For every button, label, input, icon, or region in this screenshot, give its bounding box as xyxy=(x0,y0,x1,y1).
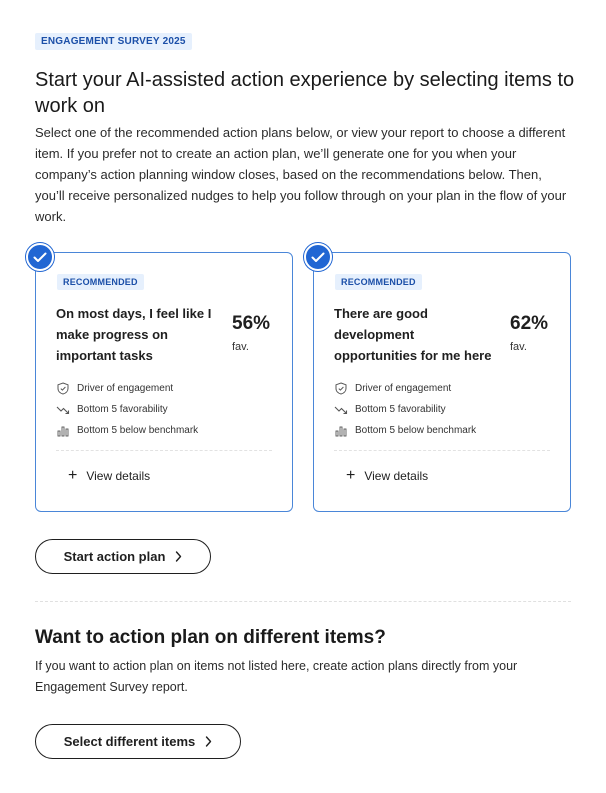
trend-down-icon xyxy=(56,403,70,417)
bar-chart-icon xyxy=(56,424,70,438)
view-details-link[interactable] xyxy=(346,469,428,483)
check-icon[interactable] xyxy=(304,243,332,271)
recommended-card-2[interactable] xyxy=(313,252,571,512)
shield-icon xyxy=(334,382,348,396)
check-icon[interactable] xyxy=(26,243,54,271)
recommended-tag: RECOMMENDED xyxy=(57,274,144,290)
different-items-title: Want to action plan on different items? xyxy=(35,627,386,648)
favorability-label: fav. xyxy=(232,341,249,353)
view-details-label: View details xyxy=(86,469,151,483)
meta-favorability xyxy=(56,399,272,420)
card-meta-list xyxy=(334,378,550,441)
bar-chart-icon xyxy=(334,424,348,438)
card-item-title: On most days, I feel like I make progress on important tasks xyxy=(56,306,212,363)
recommended-card-1[interactable] xyxy=(35,252,293,512)
meta-driver xyxy=(56,378,272,399)
shield-icon xyxy=(56,382,70,396)
start-action-plan-button[interactable] xyxy=(35,539,211,574)
different-items-description: If you want to action plan on items not listed here, create action plans directly from your Engagement Survey report. xyxy=(35,659,518,694)
card-item-title: There are good development opportunities for me here xyxy=(334,306,492,363)
chevron-right-icon xyxy=(175,551,182,562)
plus-icon: + xyxy=(346,467,356,484)
survey-tag: ENGAGEMENT SURVEY 2025 xyxy=(35,33,192,50)
meta-driver xyxy=(334,378,550,399)
meta-label: Bottom 5 below benchmark xyxy=(77,425,199,436)
view-details-label: View details xyxy=(364,469,429,483)
meta-label: Driver of engagement xyxy=(77,383,174,394)
page-title: Start your AI-assisted action experience by selecting items to work on xyxy=(35,69,575,117)
trend-down-icon xyxy=(334,403,348,417)
plus-icon: + xyxy=(68,467,78,484)
meta-label: Bottom 5 favorability xyxy=(355,404,446,415)
meta-label: Bottom 5 below benchmark xyxy=(355,425,477,436)
section-divider xyxy=(35,601,571,602)
meta-label: Driver of engagement xyxy=(355,383,452,394)
recommended-cards xyxy=(35,252,571,512)
card-divider xyxy=(334,450,550,451)
favorability-percent: 56% xyxy=(232,313,271,334)
card-meta-list xyxy=(56,378,272,441)
meta-favorability xyxy=(334,399,550,420)
select-different-items-button[interactable] xyxy=(35,724,241,759)
card-divider xyxy=(56,450,272,451)
favorability-label: fav. xyxy=(510,341,527,353)
favorability-percent: 62% xyxy=(510,313,549,334)
recommended-tag: RECOMMENDED xyxy=(335,274,422,290)
start-action-plan-label: Start action plan xyxy=(63,549,166,564)
meta-label: Bottom 5 favorability xyxy=(77,404,168,415)
view-details-link[interactable] xyxy=(68,469,150,483)
page-description: Select one of the recommended action plans below, or view your report to choose a different item. If you prefer not to create an action plan, we’ll generate one for you when your company’s action planning window closes, based on the recommendations below. Then, you’ll receive personalized nudges to help you follow through on your plan in the flow of your work. xyxy=(35,125,567,224)
meta-benchmark xyxy=(334,420,550,441)
chevron-right-icon xyxy=(205,736,212,747)
select-different-items-label: Select different items xyxy=(63,734,196,749)
meta-benchmark xyxy=(56,420,272,441)
